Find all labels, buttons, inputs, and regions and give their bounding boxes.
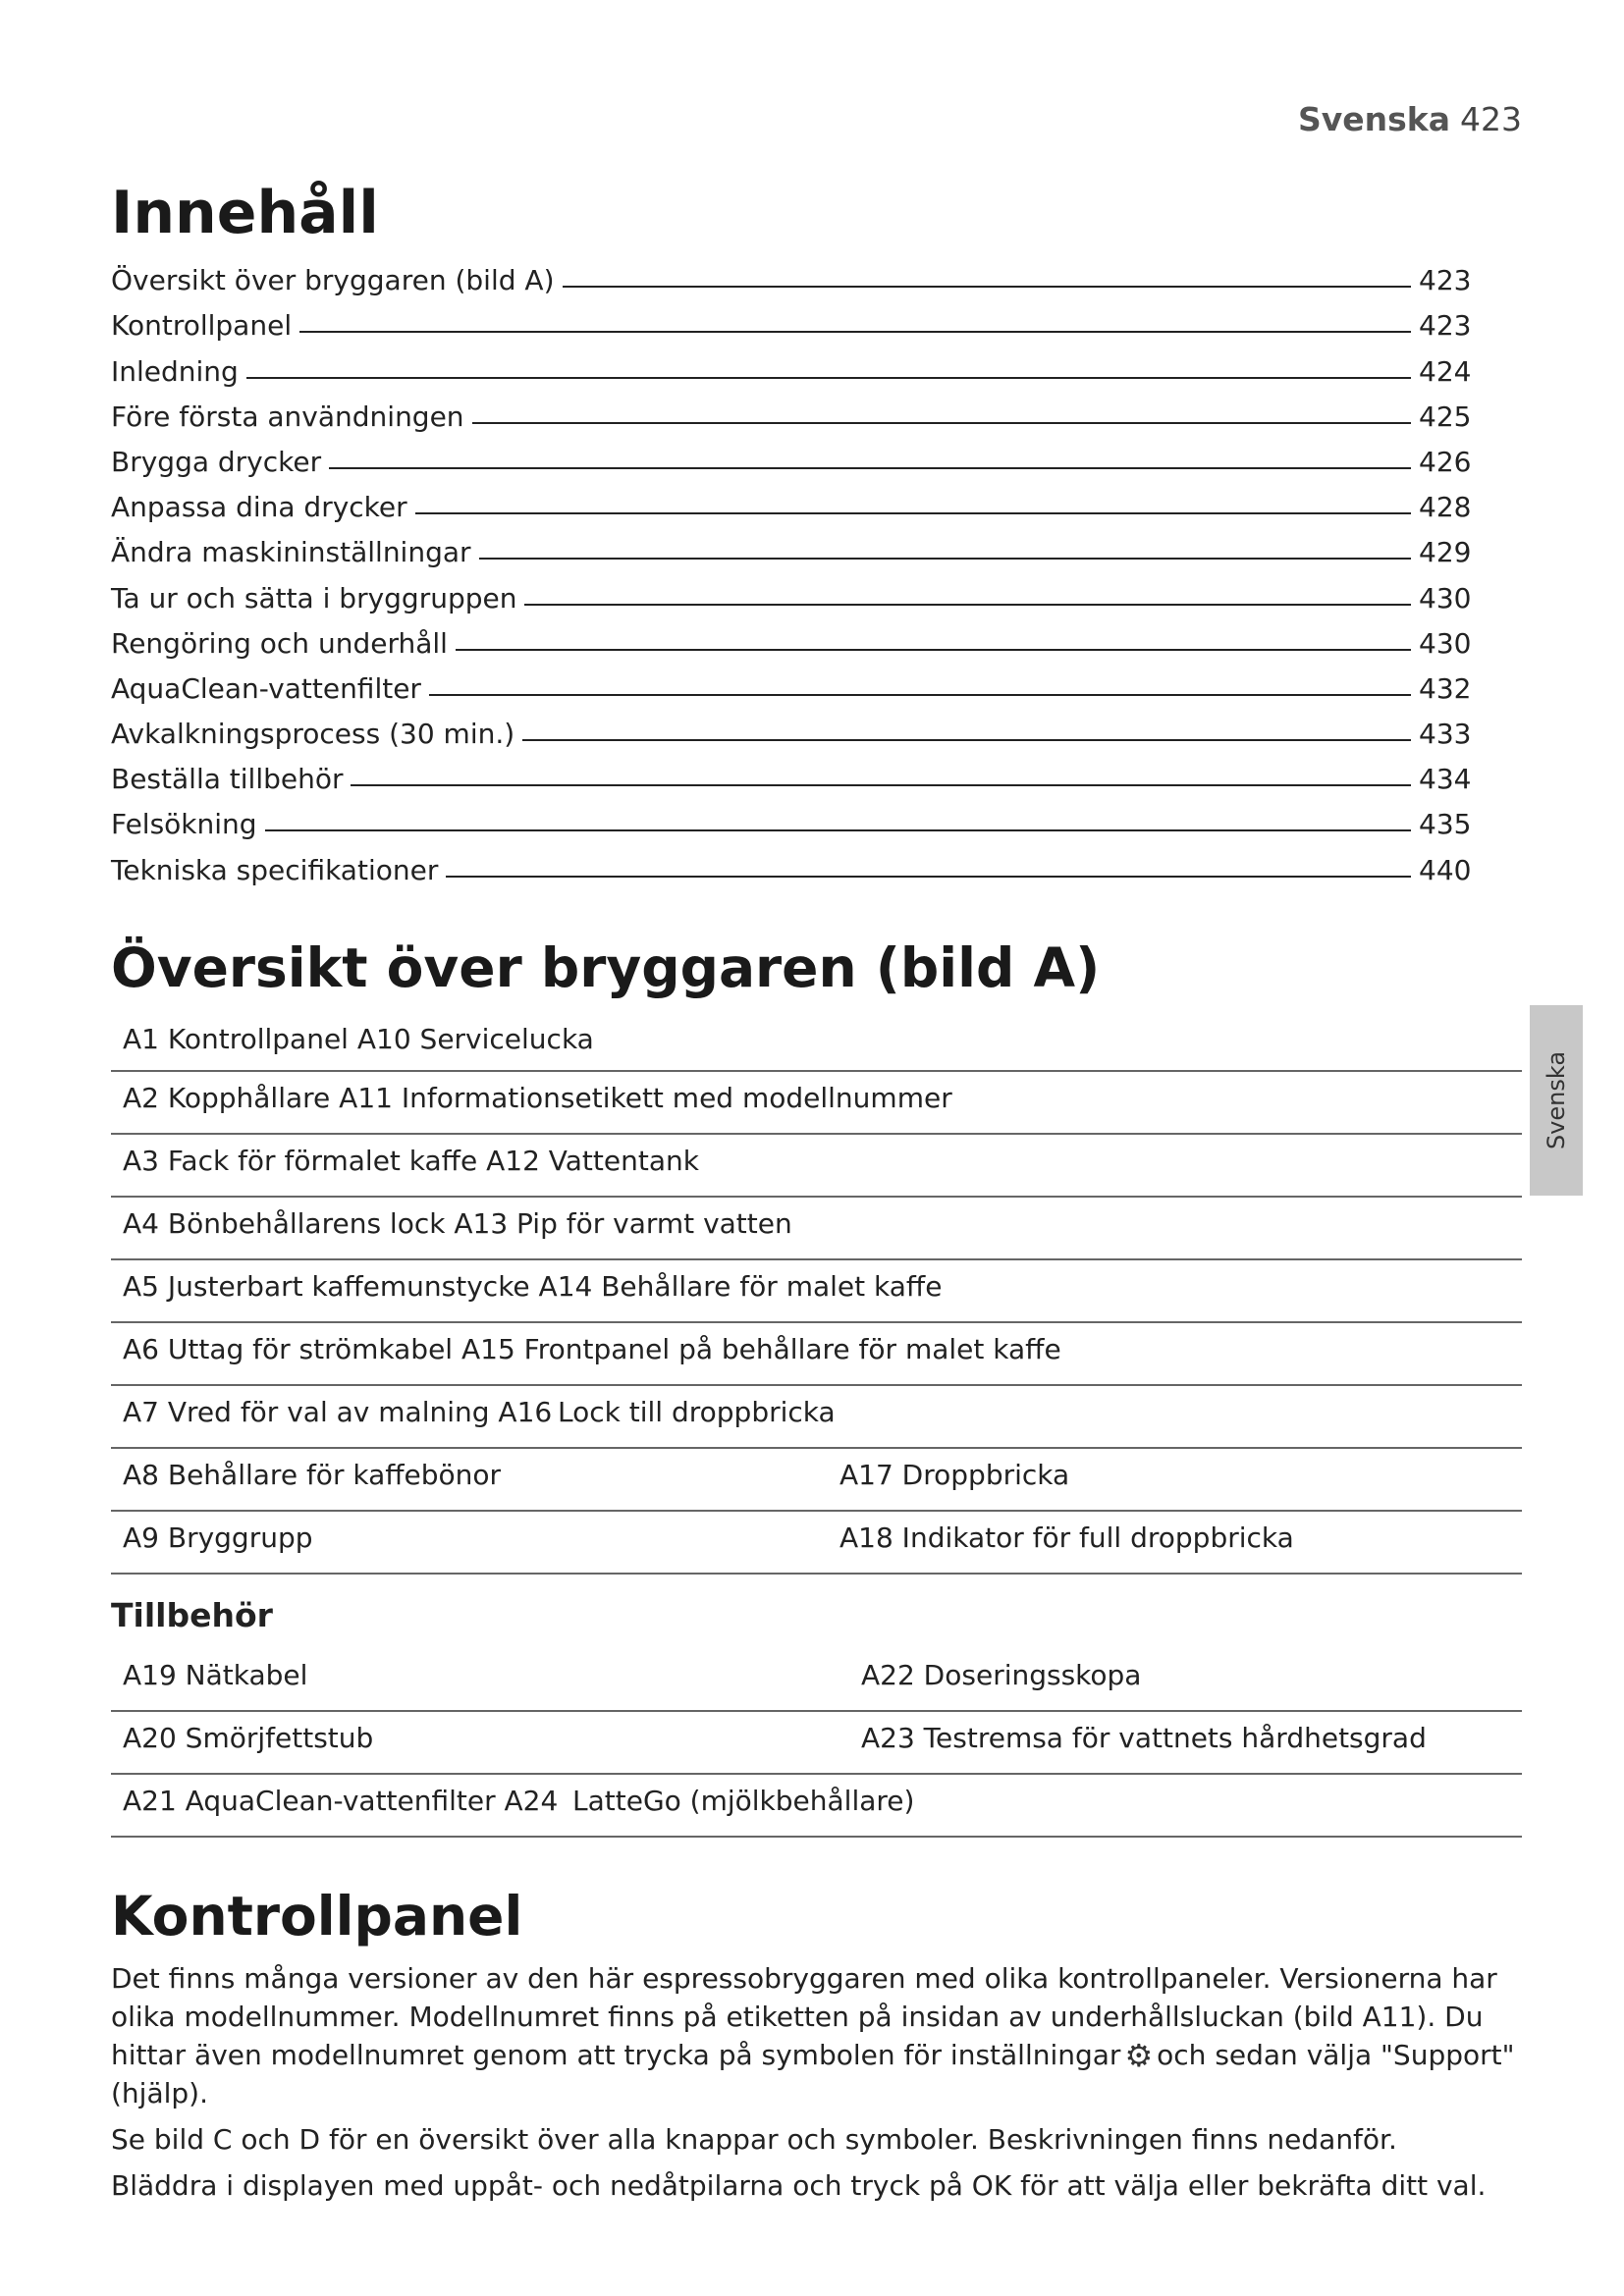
toc-item[interactable] bbox=[111, 523, 1476, 568]
toc-item-page: 434 bbox=[1419, 763, 1472, 796]
row-right-text: A22 Doseringsskopa bbox=[861, 1659, 1142, 1691]
toc-item-page: 425 bbox=[1419, 400, 1472, 433]
row-left-text: A5 Justerbart kaffemunstycke A14 Behållare för malet kaffe bbox=[123, 1270, 943, 1303]
toc-leader-line bbox=[479, 558, 1411, 560]
row-left-text: A7 Vred för val av malning A16 bbox=[123, 1396, 553, 1428]
page-header bbox=[1296, 100, 1522, 138]
row-left-text: A20 Smörjfettstub bbox=[123, 1722, 374, 1754]
toc-leader-line bbox=[563, 286, 1412, 288]
toc-item-label: Beställa tillbehör bbox=[111, 763, 344, 796]
toc-item-label: Tekniska specifikationer bbox=[111, 853, 439, 886]
toc-leader-line bbox=[265, 829, 1411, 831]
table-row bbox=[111, 1512, 1522, 1575]
table-of-contents bbox=[111, 251, 1476, 886]
toc-item-label: Avkalkningsprocess (30 min.) bbox=[111, 718, 515, 751]
toc-item-page: 435 bbox=[1419, 808, 1472, 841]
language-side-tab bbox=[1530, 1005, 1583, 1196]
header-language: Svenska bbox=[1297, 100, 1450, 138]
row-right-text: LatteGo (mjölkbehållare) bbox=[572, 1785, 915, 1817]
row-left-text: A21 AquaClean-vattenfilter A24 bbox=[123, 1785, 559, 1817]
toc-item-label: Ta ur och sätta i bryggruppen bbox=[111, 581, 517, 614]
control-panel-text bbox=[111, 1959, 1525, 2213]
row-left-text: A9 Bryggrupp bbox=[123, 1522, 313, 1554]
toc-leader-line bbox=[446, 876, 1411, 878]
toc-item-label: Kontrollpanel bbox=[111, 309, 293, 343]
table-row bbox=[111, 1712, 1522, 1775]
toc-item-label: Anpassa dina drycker bbox=[111, 491, 407, 524]
table-row bbox=[111, 1260, 1522, 1323]
toc-leader-line bbox=[415, 512, 1411, 514]
row-right-text: Lock till droppbricka bbox=[558, 1396, 836, 1428]
toc-item-label: Före första användningen bbox=[111, 400, 464, 433]
toc-item-label: Felsökning bbox=[111, 808, 257, 841]
toc-item[interactable] bbox=[111, 433, 1476, 478]
table-row bbox=[111, 1386, 1522, 1449]
toc-item-page: 423 bbox=[1419, 309, 1472, 343]
row-left-text: A1 Kontrollpanel A10 Servicelucka bbox=[123, 1023, 594, 1055]
toc-item-label: AquaClean-vattenfilter bbox=[111, 671, 421, 705]
toc-leader-line bbox=[329, 467, 1411, 469]
row-left-text: A6 Uttag för strömkabel A15 Frontpanel på behållare för malet kaffe bbox=[123, 1333, 1061, 1365]
toc-item[interactable] bbox=[111, 750, 1476, 795]
toc-leader-line bbox=[351, 784, 1411, 786]
paragraph-2: Se bild C och D för en översikt över alla knappar och symboler. Beskrivningen finns nedanför. bbox=[111, 2123, 1397, 2156]
toc-item-page: 428 bbox=[1419, 491, 1472, 524]
toc-item-label: Brygga drycker bbox=[111, 445, 322, 478]
toc-item[interactable] bbox=[111, 795, 1476, 840]
toc-item-label: Översikt över bryggaren (bild A) bbox=[111, 264, 555, 297]
toc-leader-line bbox=[524, 604, 1411, 606]
toc-leader-line bbox=[246, 377, 1411, 379]
paragraph-3: Bläddra i displayen med uppåt- och nedåtpilarna och tryck på OK för att välja eller bekräfta ditt val. bbox=[111, 2169, 1487, 2202]
paragraph-1-before: Det finns många versioner av den här espressobryggaren med olika kontrollpaneler. Versionerna har olika modellnummer. Modellnumret finns på etiketten på insidan av underhållsluckan (bild A11). Du hittar även modellnumret genom att trycka på symbolen för inställningar bbox=[111, 1962, 1497, 2071]
toc-item-page: 423 bbox=[1419, 264, 1472, 297]
toc-item[interactable] bbox=[111, 614, 1476, 660]
table-row bbox=[111, 1135, 1522, 1198]
table-row bbox=[111, 1449, 1522, 1512]
paragraph-1-after: och sedan välja "Support" (hjälp). bbox=[111, 2039, 1515, 2109]
toc-item[interactable] bbox=[111, 660, 1476, 705]
toc-item-label: Rengöring och underhåll bbox=[111, 626, 448, 660]
toc-item-page: 433 bbox=[1419, 718, 1472, 751]
toc-item-page: 432 bbox=[1419, 671, 1472, 705]
toc-item[interactable] bbox=[111, 478, 1476, 523]
control-panel-title: Kontrollpanel bbox=[111, 1885, 523, 1948]
toc-title: Innehåll bbox=[111, 179, 379, 247]
toc-item[interactable] bbox=[111, 296, 1476, 342]
table-row bbox=[111, 1649, 1522, 1712]
toc-leader-line bbox=[472, 422, 1411, 424]
toc-item[interactable] bbox=[111, 568, 1476, 614]
side-tab-label: Svenska bbox=[1543, 1050, 1570, 1150]
page-number: 423 bbox=[1460, 100, 1522, 138]
row-left-text: A3 Fack för förmalet kaffe A12 Vattentank bbox=[123, 1145, 699, 1177]
row-left-text: A2 Kopphållare A11 Informationsetikett med modellnummer bbox=[123, 1082, 952, 1114]
row-right-text: A18 Indikator för full droppbricka bbox=[839, 1522, 1294, 1554]
accessories-title: Tillbehör bbox=[111, 1596, 273, 1634]
table-row bbox=[111, 1323, 1522, 1386]
row-right-text: A23 Testremsa för vattnets hårdhetsgrad bbox=[861, 1722, 1427, 1754]
toc-item-page: 440 bbox=[1419, 853, 1472, 886]
parts-list bbox=[111, 1013, 1522, 1575]
paragraph-1 bbox=[111, 1959, 1525, 2112]
toc-item-page: 430 bbox=[1419, 626, 1472, 660]
row-left-text: A8 Behållare för kaffebönor bbox=[123, 1459, 502, 1491]
toc-leader-line bbox=[522, 739, 1411, 741]
toc-item-page: 430 bbox=[1419, 581, 1472, 614]
row-right-text: A17 Droppbricka bbox=[839, 1459, 1070, 1491]
table-row bbox=[111, 1775, 1522, 1838]
gear-icon: ⚙ bbox=[1124, 2037, 1154, 2074]
toc-item-page: 429 bbox=[1419, 536, 1472, 569]
toc-item[interactable] bbox=[111, 840, 1476, 885]
toc-leader-line bbox=[456, 649, 1411, 651]
toc-item-label: Inledning bbox=[111, 354, 239, 388]
overview-title: Översikt över bryggaren (bild A) bbox=[111, 936, 1101, 999]
row-left-text: A19 Nätkabel bbox=[123, 1659, 308, 1691]
toc-leader-line bbox=[299, 331, 1411, 333]
row-left-text: A4 Bönbehållarens lock A13 Pip för varmt vatten bbox=[123, 1207, 792, 1240]
table-row bbox=[111, 1013, 1522, 1072]
table-row bbox=[111, 1198, 1522, 1260]
toc-item-page: 424 bbox=[1419, 354, 1472, 388]
toc-item-page: 426 bbox=[1419, 445, 1472, 478]
table-row bbox=[111, 1072, 1522, 1135]
toc-item[interactable] bbox=[111, 705, 1476, 750]
accessories-list bbox=[111, 1649, 1522, 1838]
toc-item-label: Ändra maskininställningar bbox=[111, 536, 471, 569]
toc-item[interactable] bbox=[111, 342, 1476, 387]
toc-item[interactable] bbox=[111, 388, 1476, 433]
toc-leader-line bbox=[429, 694, 1411, 696]
toc-item[interactable] bbox=[111, 251, 1476, 296]
